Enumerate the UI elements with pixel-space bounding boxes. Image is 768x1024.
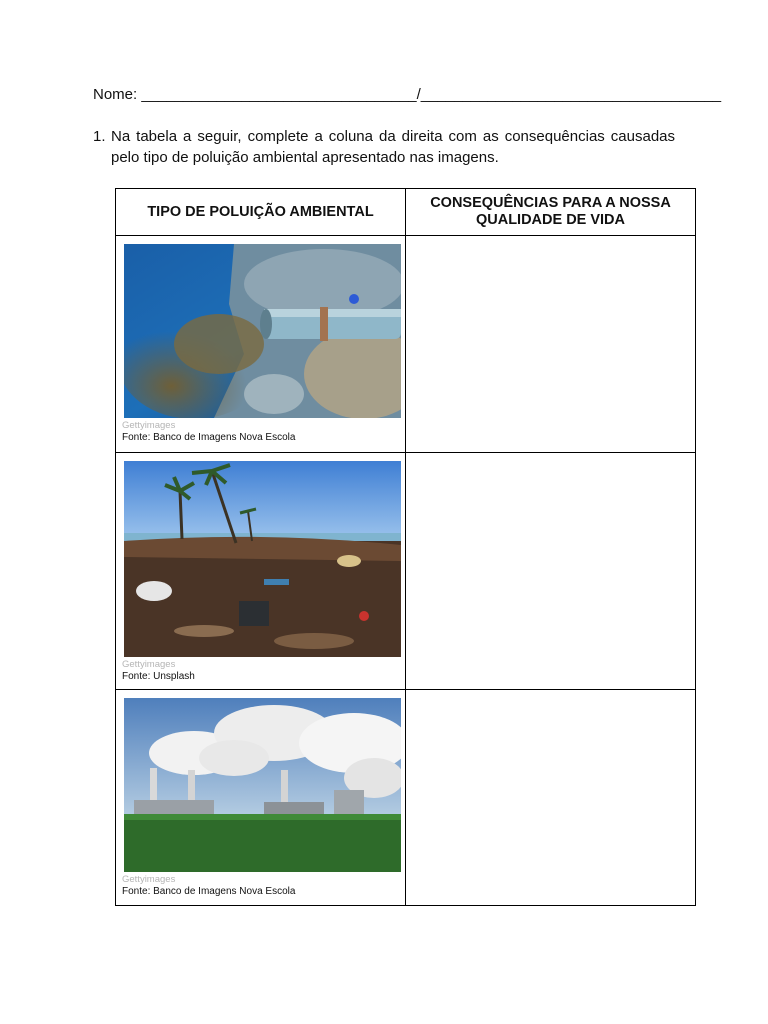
table-row [116, 236, 696, 453]
question-1 [93, 126, 675, 168]
pollution-table [115, 188, 696, 906]
underwater-sewage-pipe-photo [124, 244, 401, 418]
consequence-answer-cell[interactable] [406, 453, 696, 690]
image-credit: Gettyimages [122, 659, 176, 670]
header-pollution-type: TIPO DE POLUIÇÃO AMBIENTAL [116, 189, 406, 236]
name-field-line[interactable]: Nome: _________________________________/____________________________________ [93, 86, 722, 103]
table-row [116, 690, 696, 906]
pollution-image-cell [116, 453, 406, 690]
consequence-answer-cell[interactable] [406, 690, 696, 906]
question-text: Na tabela a seguir, complete a coluna da direita com as consequências causadas pelo tipo de poluição ambiental apresentado nas imagens. [111, 128, 675, 166]
image-credit: Gettyimages [122, 874, 176, 885]
image-source: Fonte: Unsplash [122, 671, 195, 682]
table-row [116, 453, 696, 690]
smokestacks-field-photo [124, 698, 401, 872]
header-consequences: CONSEQUÊNCIAS PARA A NOSSA QUALIDADE DE VIDA [406, 189, 696, 236]
pollution-image-cell [116, 690, 406, 906]
image-source: Fonte: Banco de Imagens Nova Escola [122, 432, 296, 443]
polluted-beach-photo [124, 461, 401, 657]
image-source: Fonte: Banco de Imagens Nova Escola [122, 886, 296, 897]
table-header-row [116, 189, 696, 236]
consequence-answer-cell[interactable] [406, 236, 696, 453]
pollution-image-cell [116, 236, 406, 453]
image-credit: Gettyimages [122, 420, 176, 431]
question-number: 1. [93, 128, 106, 145]
